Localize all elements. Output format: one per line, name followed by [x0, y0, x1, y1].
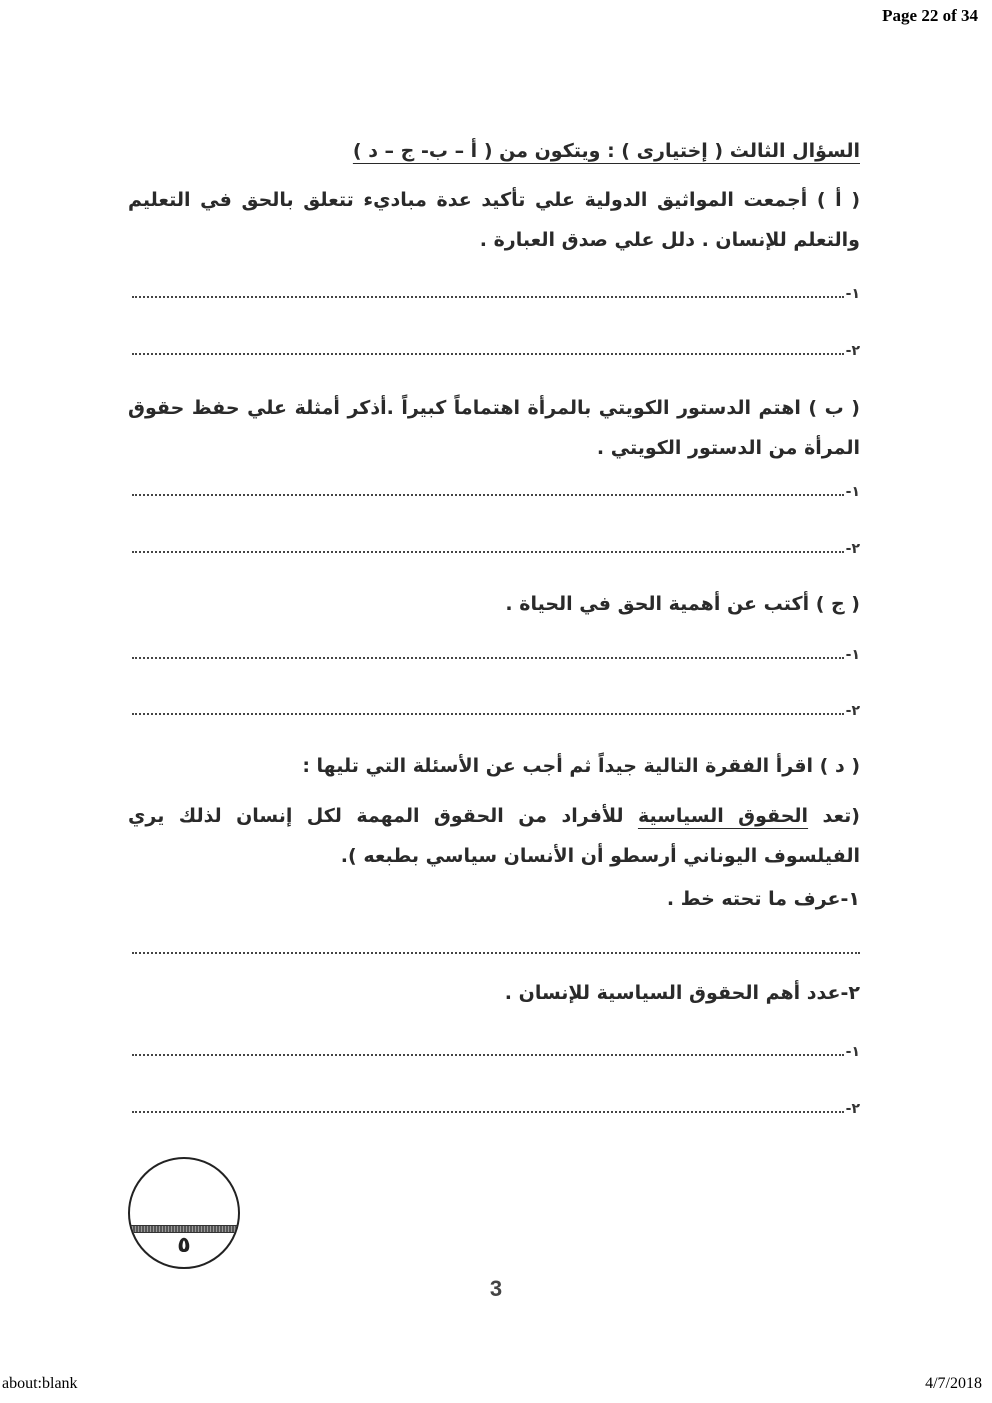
answer-line-number: ٢- — [845, 703, 860, 719]
section-d-instruction: ( د ) اقرأ الفقرة التالية جيداً ثم أجب عن الأسئلة التي تليها : — [302, 755, 860, 777]
footer-url: about:blank — [2, 1375, 78, 1392]
dotted-line — [132, 494, 844, 496]
answer-line-b-2[interactable] — [132, 535, 860, 557]
paragraph-start: (تعد — [808, 805, 860, 827]
section-c-text: ( ج ) أكتب عن أهمية الحق في الحياة . — [505, 593, 860, 615]
answer-line-number: ١- — [845, 1044, 860, 1060]
underlined-term: الحقوق السياسية — [637, 805, 809, 827]
answer-line-a-1[interactable] — [132, 280, 860, 302]
section-d-paragraph — [128, 796, 860, 876]
score-divider — [130, 1225, 238, 1233]
score-circle — [128, 1157, 240, 1269]
section-b-text: ( ب ) اهتم الدستور الكويتي بالمرأة اهتماماً كبيراً .أذكر أمثلة علي حفظ حقوق المرأة من الدستور الكويتي . — [128, 397, 860, 459]
answer-line-d-q2-2[interactable] — [132, 1095, 860, 1117]
dotted-line — [132, 713, 844, 715]
page-number: 3 — [489, 1276, 503, 1301]
dotted-line — [132, 296, 844, 298]
answer-line-number: ٢- — [845, 541, 860, 557]
answer-line-d-q1[interactable] — [132, 936, 860, 958]
section-d-question-2: ٢-عدد أهم الحقوق السياسية للإنسان . — [504, 982, 860, 1004]
section-a-text: ( أ ) أجمعت المواثيق الدولية علي تأكيد عدة مباديء تتعلق بالحق في التعليم والتعلم للإنسان . دلل علي صدق العبارة . — [128, 189, 860, 251]
dotted-line — [132, 1054, 844, 1056]
answer-line-number: ١- — [845, 647, 860, 663]
dotted-line — [132, 353, 844, 355]
dotted-line — [132, 1111, 844, 1113]
answer-line-number: ١- — [845, 484, 860, 500]
question-title: السؤال الثالث ( إختيارى ) : ويتكون من ( أ – ب- ج – د ) — [352, 140, 860, 162]
score-value: ٥ — [177, 1233, 191, 1258]
answer-line-c-1[interactable] — [132, 641, 860, 663]
answer-line-number: ١- — [845, 286, 860, 302]
dotted-line — [132, 551, 844, 553]
section-d-question-1: ١-عرف ما تحته خط . — [666, 888, 860, 910]
dotted-line — [132, 657, 844, 659]
answer-line-c-2[interactable] — [132, 697, 860, 719]
paragraph-rest: للأفراد من الحقوق المهمة لكل إنسان لذلك يري الفيلسوف اليوناني أرسطو أن الأنسان سياسي بطبعه ). — [128, 805, 860, 867]
answer-line-b-1[interactable] — [132, 478, 860, 500]
dotted-line — [132, 952, 860, 954]
answer-line-number: ٢- — [845, 1101, 860, 1117]
answer-line-number: ٢- — [845, 343, 860, 359]
answer-line-a-2[interactable] — [132, 337, 860, 359]
footer-date: 4/7/2018 — [925, 1375, 982, 1392]
answer-line-d-q2-1[interactable] — [132, 1038, 860, 1060]
page-header-label: Page 22 of 34 — [882, 6, 978, 25]
